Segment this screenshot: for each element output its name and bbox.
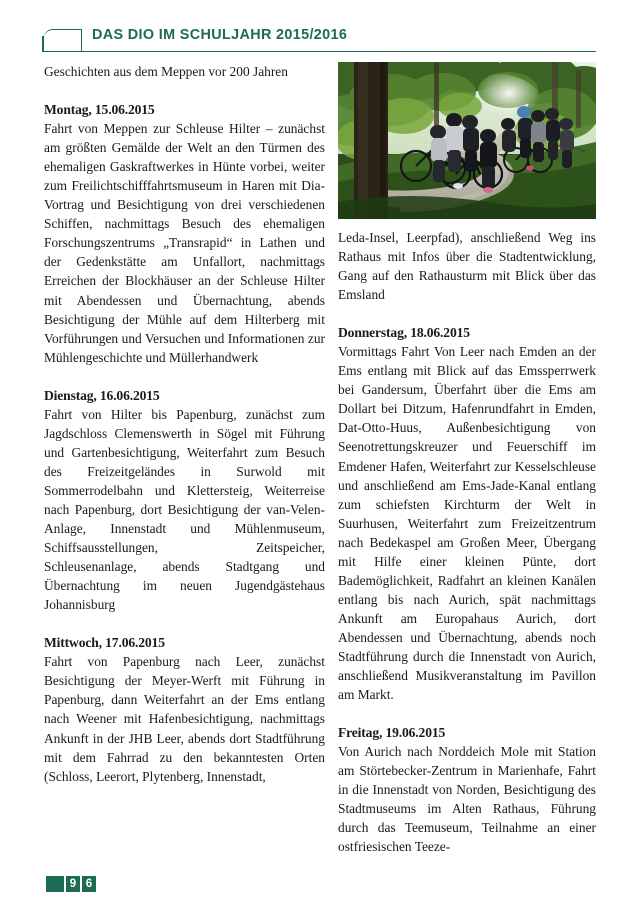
- paragraph-spacer: [44, 81, 325, 100]
- day-heading-montag: Montag, 15.06.2015: [44, 102, 155, 118]
- rounded-bracket-icon: [44, 29, 82, 51]
- paragraph-spacer: [44, 367, 325, 386]
- page-title: DAS DIO IM SCHULJAHR 2015/2016: [92, 27, 348, 43]
- continuation-paragraph: Leda-Insel, Leerpfad), anschließend Weg ins Rathaus mit Infos über die Stadtentwicklung, Gang auf den Rathausturm mit Blick über das Emsland: [338, 230, 596, 303]
- day-text-mittwoch: Fahrt von Papenburg nach Leer, zunächst Besichtigung der Meyer-Werft mit Führung in Papenburg, dann Weiterfahrt an der Ems entlang nach Weener mit Hafenbesichtigung, nachmittags Ankunft in der JHB Leer, abends dort Stadtführung mit dem Fahrrad zu den bekanntesten Orten (Schloss, Leerort, Plytenberg, Innenstadt,: [44, 654, 325, 784]
- day-text-donnerstag: Vormittags Fahrt Von Leer nach Emden an der Ems entlang mit Blick auf das Emssperrwerk bei Gandersum, Überfahrt über die Ems am Dollart bei Ditzum, Hafenrundfahrt in Emden, Dat-Otto-Huus, Außenbesichtigung von Seenotrettungskreuzer und Feuerschiff im Emdener Hafen, Weiterfahrt zur Kesselschleuse und anschließend am Ems-Jade-Kanal entlang zum schiefsten Kirchturm der Welt in Suurhusen, Weiterfahrt zum Freizeitzentrum nach Bedekaspel am Großen Meer, Übergang mit Hilfe einer kleinen Pünte, dort Bademöglichkeit, Radfahrt an kleinen Kanälen entlang bis nach Aurich, spät nachmittags Ankunft am Europahaus Aurich, dort Abendessen und Übernachtung, abends noch Stadtführung durch die Innenstadt von Aurich, anschließend Musikveranstaltung im Pavillon am Markt.: [338, 344, 596, 703]
- day-heading-donnerstag: Donnerstag, 18.06.2015: [338, 325, 470, 341]
- day-text-freitag: Von Aurich nach Norddeich Mole mit Station am Störtebecker-Zentrum in Marienhafe, Fahrt in die Innenstadt von Norden, Besichtigung des Stadtmuseums im Alten Rathaus, Führung durch das Teemuseum, Teilnahme an einer ostfriesischen Teeze-: [338, 744, 596, 855]
- header-divider: [44, 51, 596, 52]
- day-heading-dienstag: Dienstag, 16.06.2015: [44, 387, 160, 403]
- day-text-dienstag: Fahrt von Hilter bis Papenburg, zunächst zum Jagdschloss Clemenswerth in Sögel mit Führung und Gartenbesichtigung, Weiterfahrt zum Besuch des Freizeitgeländes in Surwold mit Sommerrodelbahn und Klettersteig, Weiterreise nach Papenburg, dort Besichtigung der van-Velen-Anlage, Innenstadt und Mühlenmuseum, Schiffsausstellungen, Zeitspeicher, Schleusenanlage, abends Stadtgang und Übernachtung im neuen Jugendgästehaus Johannisburg: [44, 406, 325, 613]
- paragraph-spacer: [338, 304, 596, 323]
- day-text-montag: Fahrt von Meppen zur Schleuse Hilter – zunächst am größten Gemälde der Welt an den Türmen des ehemaligen Gaskraftwerkes in Hünte vorbei, weiter zum Freilichtschifffahrtsmuseum in Haren mit Dia-Vortrag und Besichtigung von drei verschiedenen Schiffen, nachmittags Besuch des ehemaligen Forschungszentrums „Transrapid“ in Lathen und der Gedenkstätte am Unfallort, nachmittags Erreichen der Blockhäuser an der Schleuse Hilter mit Abendessen und Übernachtung, abends Besichtigung der Mühle auf dem Hilterberg mit Vorführungen und Versuchen und Informationen zur Mühlengeschichte und Müllerhandwerk: [44, 121, 325, 365]
- paragraph-spacer: [44, 614, 325, 633]
- day-heading-freitag: Freitag, 19.06.2015: [338, 725, 446, 741]
- left-text-column: [44, 62, 325, 786]
- page-header: [44, 27, 596, 59]
- paragraph-spacer: [338, 704, 596, 723]
- cyclists-on-forest-path-photo: [338, 62, 596, 219]
- intro-paragraph: Geschichten aus dem Meppen vor 200 Jahren: [44, 64, 288, 79]
- page-number: [46, 876, 96, 892]
- page-number-digit-tens: 9: [66, 876, 80, 892]
- day-heading-mittwoch: Mittwoch, 17.06.2015: [44, 635, 165, 651]
- right-text-column: [338, 228, 596, 856]
- page-number-digit-ones: 6: [82, 876, 96, 892]
- page-number-block: [46, 876, 64, 892]
